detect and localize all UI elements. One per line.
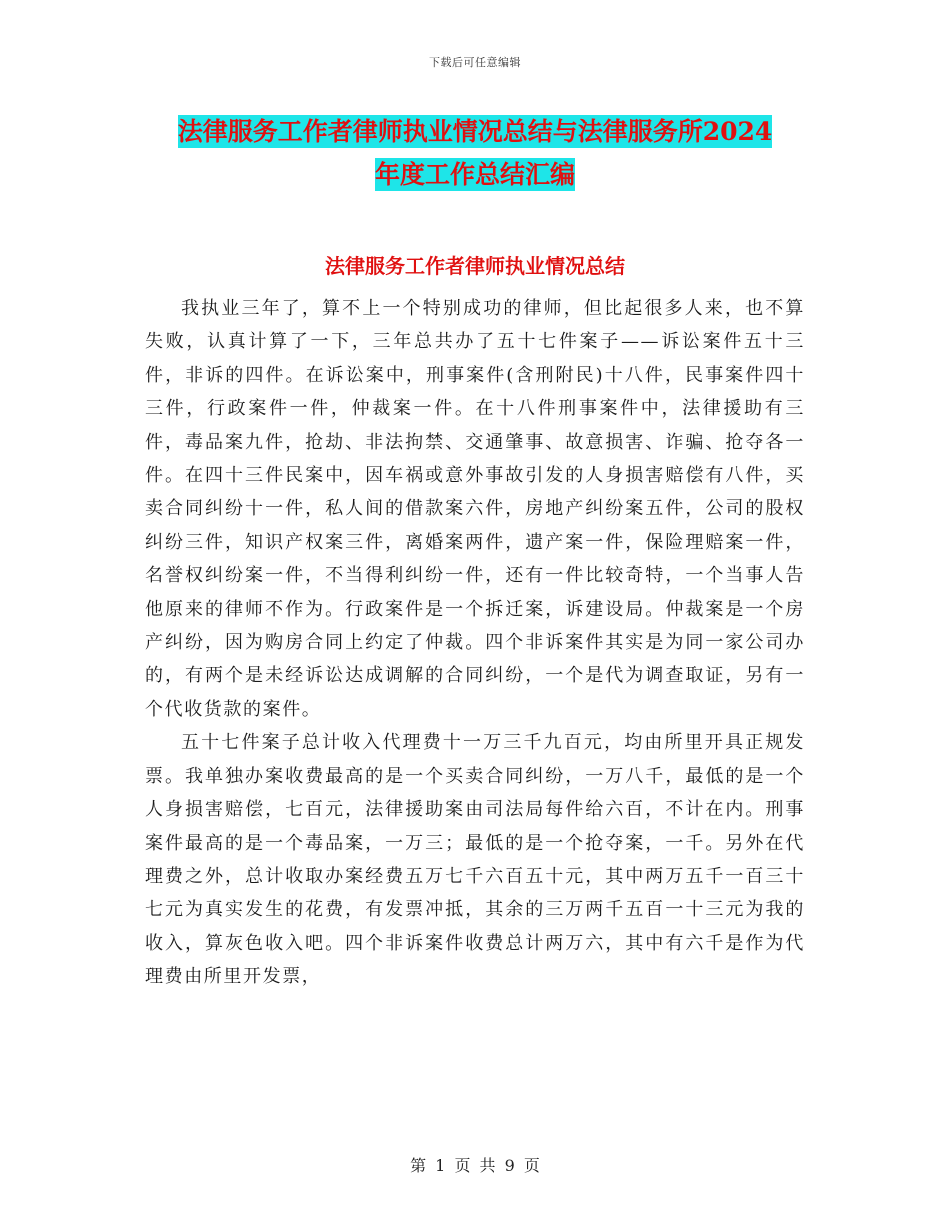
header-note: 下载后可任意编辑 [429, 56, 521, 69]
document-body [145, 292, 805, 994]
paragraph: 五十七件案子总计收入代理费十一万三千九百元，均由所里开具正规发票。我单独办案收费最高的是一个买卖合同纠纷，一万八千，最低的是一个人身损害赔偿，七百元，法律援助案由司法局每件给六百，不计在内。刑事案件最高的是一个毒品案，一万三；最低的是一个抢夺案，一千。另外在代理费之外，总计收取办案经费五万七千六百五十元，其中两万五千一百三十七元为真实发生的花费，有发票冲抵，其余的三万两千五百一十三元为我的收入，算灰色收入吧。四个非诉案件收费总计两万六，其中有六千是作为代理费由所里开发票， [145, 732, 805, 988]
page-footer: 第 1 页 共 9 页 [410, 1156, 540, 1175]
section-title: 法律服务工作者律师执业情况总结 [325, 254, 625, 278]
document-title-line1: 法律服务工作者律师执业情况总结与法律服务所2024 [177, 117, 773, 146]
paragraph: 我执业三年了，算不上一个特别成功的律师，但比起很多人来，也不算失败，认真计算了一下，三年总共办了五十七件案子——诉讼案件五十三件，非诉的四件。在诉讼案中，刑事案件(含刑附民)十八件，民事案件四十三件，行政案件一件，仲裁案一件。在十八件刑事案件中，法律援助有三件，毒品案九件，抢劫、非法拘禁、交通肇事、故意损害、诈骗、抢夺各一件。在四十三件民案中，因车祸或意外事故引发的人身损害赔偿有八件，买卖合同纠纷十一件，私人间的借款案六件，房地产纠纷案五件，公司的股权纠纷三件，知识产权案三件，离婚案两件，遗产案一件，保险理赔案一件，名誉权纠纷案一件，不当得利纠纷一件，还有一件比较奇特，一个当事人告他原来的律师不作为。行政案件是一个拆迁案，诉建设局。仲裁案是一个房产纠纷，因为购房合同上约定了仲裁。四个非诉案件其实是为同一家公司办的，有两个是未经诉讼达成调解的合同纠纷，一个是代为调查取证，另有一个代收货款的案件。 [145, 298, 805, 720]
document-title-line2: 年度工作总结汇编 [374, 160, 575, 189]
document-title [0, 110, 950, 196]
